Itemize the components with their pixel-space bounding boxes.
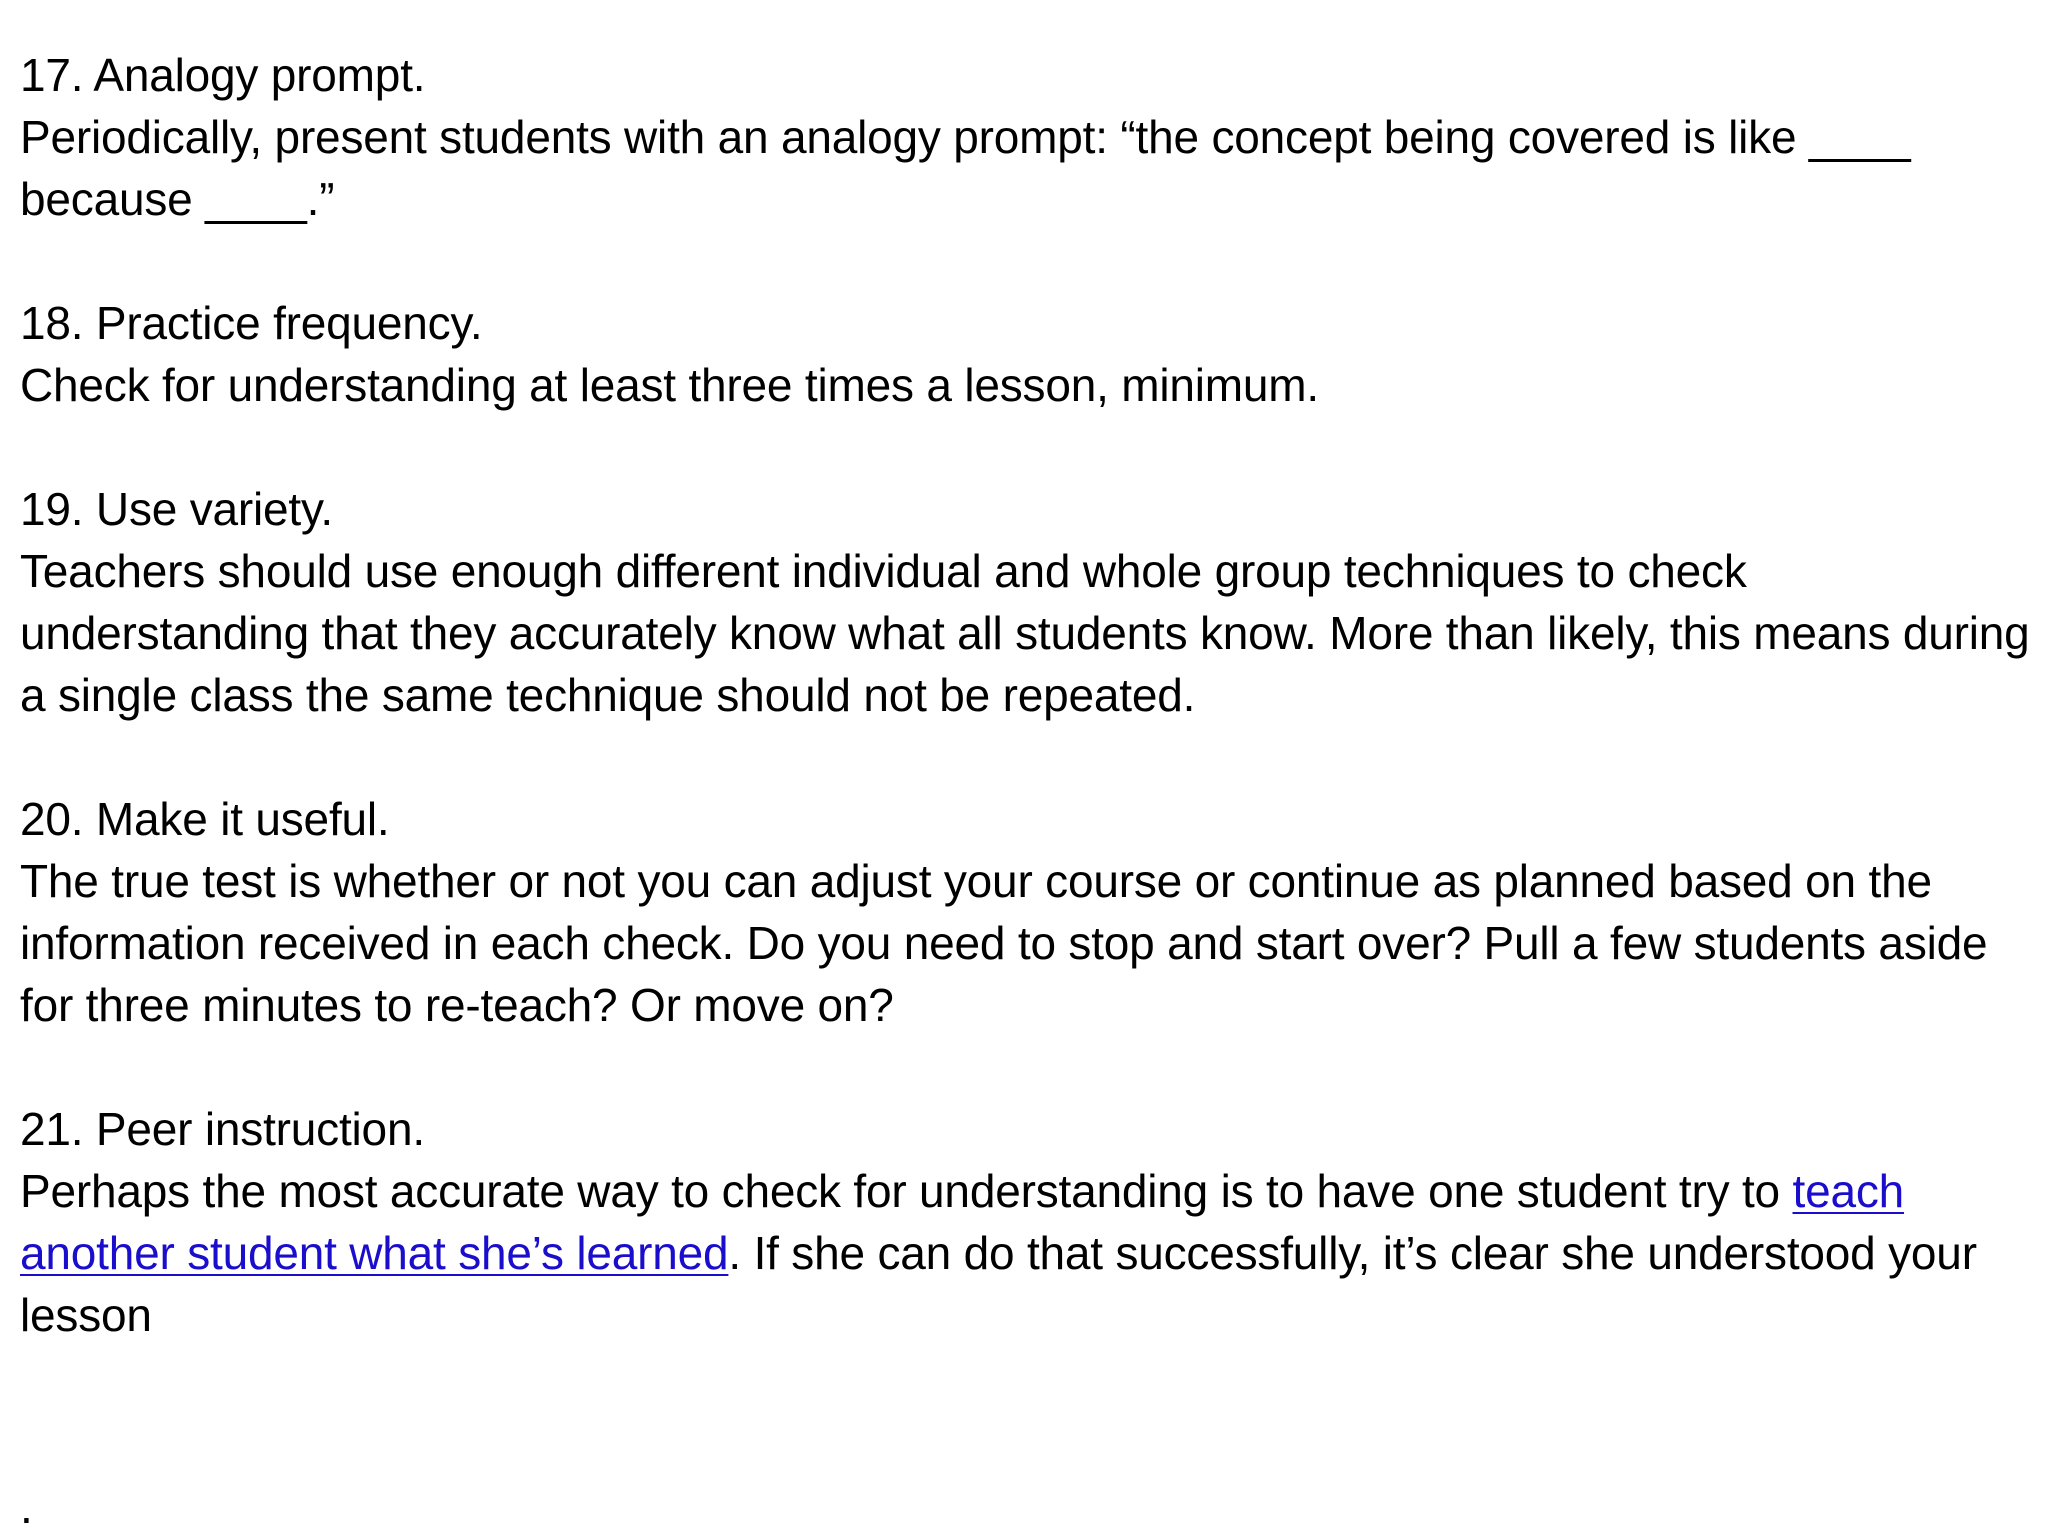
item-heading: 17. Analogy prompt.: [20, 49, 426, 101]
item-heading: 18. Practice frequency.: [20, 297, 483, 349]
item-heading: 19. Use variety.: [20, 483, 333, 535]
item-18-practice-frequency: [20, 292, 2030, 416]
item-heading: 21. Peer instruction.: [20, 1103, 425, 1155]
item-body: Periodically, present students with an analogy prompt: “the concept being covered is like ____ because ____.”: [20, 111, 1911, 225]
item-20-make-it-useful: [20, 788, 2030, 1036]
item-body-before-link: Perhaps the most accurate way to check for understanding is to have one student try to: [20, 1165, 1793, 1217]
item-heading: 20. Make it useful.: [20, 793, 390, 845]
item-body: Check for understanding at least three times a lesson, minimum.: [20, 359, 1320, 411]
trailing-mark: .: [20, 1481, 33, 1533]
document-body: [20, 44, 2030, 1408]
item-21-peer-instruction: [20, 1098, 2030, 1346]
item-19-use-variety: [20, 478, 2030, 726]
item-body: The true test is whether or not you can adjust your course or continue as planned based on the information received in each check. Do you need to stop and start over? Pull a few students aside for three minutes to re-teach? Or move on?: [20, 855, 1988, 1031]
item-body-after-link: . If she can do that successfully, it’s clear she understood your lesson: [20, 1227, 1977, 1341]
item-17-analogy-prompt: [20, 44, 2030, 230]
item-body: Teachers should use enough different individual and whole group techniques to check understanding that they accurately know what all students know. More than likely, this means during a single class the same technique should not be repeated.: [20, 545, 2030, 721]
item-body: [20, 1160, 2030, 1346]
peer-teaching-link[interactable]: teach another student what she’s learned: [20, 1165, 1905, 1279]
